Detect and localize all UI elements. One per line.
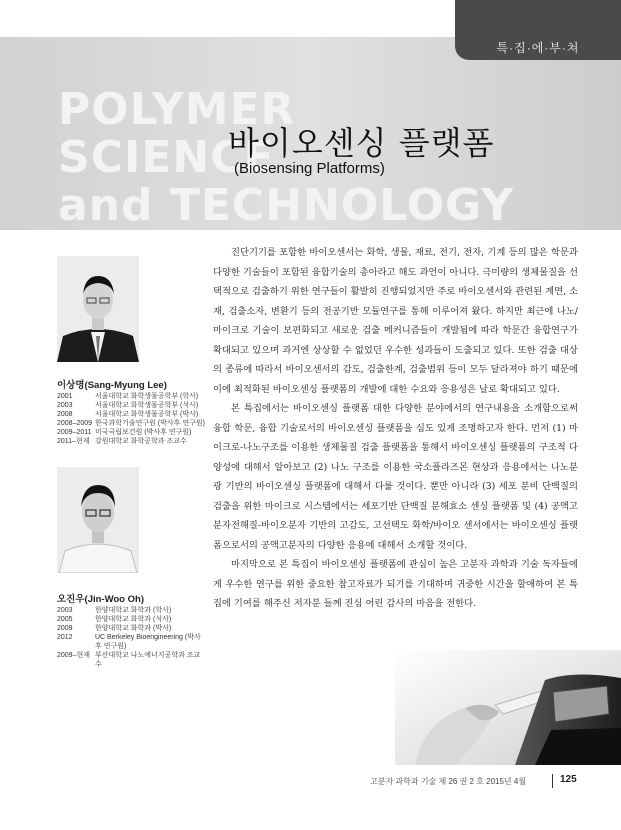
author-name-1: 이상명(Sang-Myung Lee) [57, 380, 167, 391]
cv-row [57, 401, 207, 410]
cv-year: 2001 [57, 393, 73, 400]
article-body [213, 243, 578, 614]
footer-divider [552, 774, 553, 788]
cv-text: 서울대학교 화학생물공학부 (학사) [95, 393, 199, 400]
body-paragraph-2: 본 특집에서는 바이오센싱 플랫폼 대한 다양한 분야에서의 연구내용을 소개함으로써 융합 학문, 융합 기술로서의 바이오센싱 플랫폼을 심도 있게 조명하고자 한다. 먼저 (1) 마이크로-나노구조를 이용한 생체물질 검출 플랫폼을 통해서 바이오센싱 플랫폼의 구조적 다양성에 대해서 알아보고 (2) 나노 구조를 이용한 국소플라즈몬 현상과 응용에서는 나노분광 기반의 바이오센싱 플랫폼에 대해서 다룰 것이다. 뿐만 아니라 (3) 세포 분비 단백질의 검출을 위한 마이크로 시스템에서는 세포기반 단백질 분해효소 센싱 플랫폼 및 (4) 공액고분자전해질-바이오분자 기반의 고감도, 고선택도 화학/바이오 센서에서는 바이오센싱 플랫폼으로서의 공액고분자의 다양한 응용에 대해서 소개할 것이다. [213, 403, 578, 551]
cv-text: 강원대학교 화학공학과 조교수 [95, 438, 187, 445]
cv-row [57, 428, 207, 437]
page-footer [370, 770, 600, 792]
cv-text: 미국국립보건원 (박사후 연구원) [95, 429, 192, 436]
author-photo-2 [57, 467, 139, 573]
body-paragraph-1: 진단기기를 포함한 바이오센서는 화학, 생물, 재료, 전기, 전자, 기계 등의 많은 학문과 다양한 기술들이 포함된 융합기술의 총아라고 해도 과언이 아니다. 극미량의 생체물질을 선택적으로 검출하기 위한 연구들이 활발히 진행되었지만 주로 바이오센서와 관련된 계면, 소재, 검출소자, 변환기 등의 전공기반 모듈연구를 통해 이루어져 왔다. 하지만 최근에 나노/마이크로 기술이 보편화되고 새로운 검출 메커니즘들이 개발됨에 따라 학문간 융합연구가 확대되고 있으며 과거엔 상상할 수 없었던 우수한 성과들이 도출되고 있다. 또한 검출 대상의 종류에 따라서 바이오센서의 감도, 검출한계, 검출범위 등이 모두 달라져야 하기 때문에 이에 최적화된 바이오센싱 플랫폼의 개발에 대한 수요와 응용성은 날로 확대되고 있다. [213, 247, 578, 395]
cv-text: 한국과학기술연구원 (박사후 연구원) [95, 420, 205, 427]
section-tab-label: 특·집·에·부·쳐 [496, 41, 580, 55]
cv-text: 부산대학교 나노에너지공학과 조교수 [95, 652, 201, 668]
cv-text: 서울대학교 화학생물공학부 (석사) [95, 402, 199, 409]
title-korean: 바이오센싱 플랫폼 [228, 124, 495, 162]
cv-text: 서울대학교 화학생물공학부 (박사) [95, 411, 199, 418]
cv-year: 2009–현재 [57, 652, 90, 659]
cv-year: 2011–현재 [57, 438, 90, 445]
cv-year: 2008 [57, 411, 73, 418]
glucose-meter-photo [395, 650, 621, 765]
cv-text: 한양대학교 화학과 (석사) [95, 616, 172, 623]
background-word-1: POLYMER [58, 84, 296, 135]
cv-row [57, 651, 207, 669]
cv-row [57, 606, 207, 615]
cv-text: 한양대학교 화학과 (학사) [95, 607, 172, 614]
page-number: 125 [560, 774, 577, 785]
cv-row [57, 419, 207, 428]
portrait-image [57, 467, 139, 573]
cv-year: 2003 [57, 607, 73, 614]
title-english: (Biosensing Platforms) [234, 160, 385, 177]
cv-year: 2005 [57, 616, 73, 623]
cv-row [57, 410, 207, 419]
cv-year: 2003 [57, 402, 73, 409]
cv-year: 2009–2011 [57, 429, 92, 436]
author-cv-1 [57, 392, 207, 446]
cv-row [57, 392, 207, 401]
portrait-image [57, 256, 139, 362]
device-illustration [395, 650, 621, 765]
cv-row [57, 624, 207, 633]
cv-row [57, 615, 207, 624]
author-name-2: 오진우(Jin-Woo Oh) [57, 594, 144, 605]
cv-text: 한양대학교 화학과 (박사) [95, 625, 172, 632]
author-cv-2 [57, 606, 207, 669]
body-paragraph-3: 마지막으로 본 특집이 바이오센싱 플랫폼에 관심이 높은 고분자 과학과 기술 독자들에게 우수한 연구를 위한 중요한 참고자료가 되기를 기대하며 귀중한 시간을 할애하여 본 특집에 기여를 해주신 저자분 들께 진심 어린 감사의 마음을 전한다. [213, 559, 578, 609]
cv-year: 2008–2009 [57, 420, 93, 427]
cv-year: 2012 [57, 634, 73, 641]
background-word-3: and TECHNOLOGY [58, 180, 515, 231]
cv-row [57, 437, 207, 446]
author-photo-1 [57, 256, 139, 362]
journal-info: 고분자 과학과 기술 제 26 권 2 호 2015년 4월 [370, 777, 527, 786]
section-tab [455, 0, 621, 60]
cv-text: UC Berkeley Bioengineering (박사후 연구원) [95, 634, 201, 650]
background-word-2: SCIENCE [58, 132, 275, 183]
cv-row [57, 633, 207, 651]
cv-year: 2009 [57, 625, 73, 632]
